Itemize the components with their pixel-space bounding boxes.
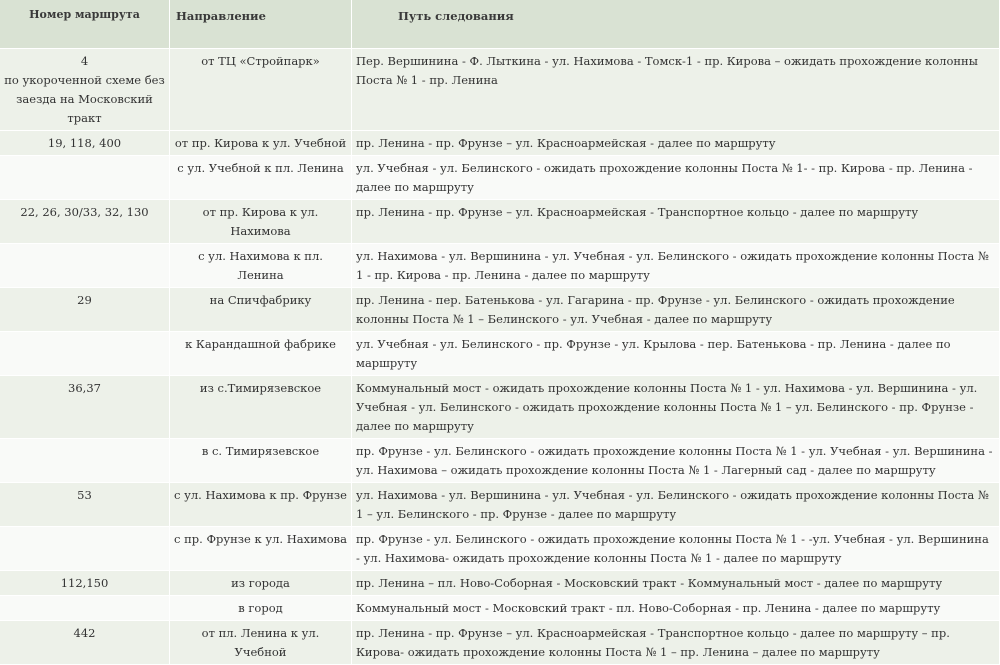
path-cell: ул. Учебная - ул. Белинского - пр. Фрунзе - ул. Крылова - пер. Батенькова - пр. Ленина - далее по маршруту [352,332,1000,376]
table-header-row [0,0,1000,49]
direction-cell: к Карандашной фабрике [170,332,352,376]
path-cell: пр. Фрунзе - ул. Белинского - ожидать прохождение колонны Поста № 1 - ул. Учебная - ул. Вершинина - ул. Нахимова – ожидать прохождение колонны Поста № 1 - Лагерный сад - далее по маршруту [352,439,1000,483]
path-cell: пр. Ленина – пл. Ново-Соборная - Московский тракт - Коммунальный мост - далее по маршруту [352,571,1000,596]
direction-cell: с пр. Фрунзе к ул. Нахимова [170,527,352,571]
table-row [0,156,1000,200]
route-note: по укороченной схеме без заезда на Московский тракт [4,73,165,125]
direction-cell: на Спичфабрику [170,288,352,332]
path-cell: ул. Учебная - ул. Белинского - ожидать прохождение колонны Поста № 1- - пр. Кирова - пр. Ленина - далее по маршруту [352,156,1000,200]
path-cell: пр. Ленина - пр. Фрунзе – ул. Красноармейская - Транспортное кольцо - далее по маршруту [352,200,1000,244]
table-row [0,596,1000,621]
path-cell: Пер. Вершинина - Ф. Лыткина - ул. Нахимова - Томск-1 - пр. Кирова – ожидать прохождение колонны Поста № 1 - пр. Ленина [352,49,1000,131]
table-row [0,571,1000,596]
header-path: Путь следования [352,0,1000,49]
direction-cell: из города [170,571,352,596]
direction-cell: от пр. Кирова к ул. Учебной [170,131,352,156]
path-cell: Коммунальный мост - ожидать прохождение колонны Поста № 1 - ул. Нахимова - ул. Вершинина - ул. Учебная - ул. Белинского - ожидать прохождение колонны Поста № 1 – ул. Белинского - пр. Фрунзе - далее по маршруту [352,376,1000,439]
direction-cell: в с. Тимирязевское [170,439,352,483]
table-row [0,527,1000,571]
table-row [0,439,1000,483]
path-cell: ул. Нахимова - ул. Вершинина - ул. Учебная - ул. Белинского - ожидать прохождение колонны Поста № 1 – ул. Белинского - пр. Фрунзе - далее по маршруту [352,483,1000,527]
table-row [0,376,1000,439]
table-row [0,244,1000,288]
route-cell [0,332,170,376]
route-cell [0,244,170,288]
route-cell: 53 [0,483,170,527]
direction-cell: от пр. Кирова к ул. Нахимова [170,200,352,244]
path-cell: пр. Ленина - пр. Фрунзе – ул. Красноармейская - далее по маршруту [352,131,1000,156]
header-route-number: Номер маршрута [0,0,170,49]
route-cell: 36,37 [0,376,170,439]
path-cell: Коммунальный мост - Московский тракт - пл. Ново-Соборная - пр. Ленина - далее по маршруту [352,596,1000,621]
table-row [0,200,1000,244]
table-body [0,49,1000,665]
route-cell: 22, 26, 30/33, 32, 130 [0,200,170,244]
route-cell [0,596,170,621]
header-direction: Направление [170,0,352,49]
path-cell: пр. Ленина - пер. Батенькова - ул. Гагарина - пр. Фрунзе - ул. Белинского - ожидать прохождение колонны Поста № 1 – Белинского - ул. Учебная - далее по маршруту [352,288,1000,332]
route-cell [0,156,170,200]
direction-cell: с ул. Учебной к пл. Ленина [170,156,352,200]
route-cell: 442 [0,621,170,665]
table-row [0,49,1000,131]
table-row [0,621,1000,665]
direction-cell: от пл. Ленина к ул. Учебной [170,621,352,665]
path-cell: пр. Фрунзе - ул. Белинского - ожидать прохождение колонны Поста № 1 - -ул. Учебная - ул. Вершинина - ул. Нахимова- ожидать прохождение колонны Поста № 1 - далее по маршруту [352,527,1000,571]
table-row [0,131,1000,156]
path-cell: пр. Ленина - пр. Фрунзе – ул. Красноармейская - Транспортное кольцо - далее по маршруту – пр. Кирова- ожидать прохождение колонны Поста № 1 – пр. Ленина – далее по маршруту [352,621,1000,665]
route-cell [0,49,170,131]
direction-cell: с ул. Нахимова к пл. Ленина [170,244,352,288]
route-cell [0,439,170,483]
table-row [0,483,1000,527]
route-number: 4 [80,54,89,68]
direction-cell: от ТЦ «Стройпарк» [170,49,352,131]
direction-cell: с ул. Нахимова к пр. Фрунзе [170,483,352,527]
path-cell: ул. Нахимова - ул. Вершинина - ул. Учебная - ул. Белинского - ожидать прохождение колонны Поста № 1 - пр. Кирова - пр. Ленина - далее по маршруту [352,244,1000,288]
table-row [0,332,1000,376]
table-row [0,288,1000,332]
route-cell [0,527,170,571]
route-cell: 29 [0,288,170,332]
direction-cell: в город [170,596,352,621]
route-cell: 112,150 [0,571,170,596]
route-cell: 19, 118, 400 [0,131,170,156]
direction-cell: из с.Тимирязевское [170,376,352,439]
